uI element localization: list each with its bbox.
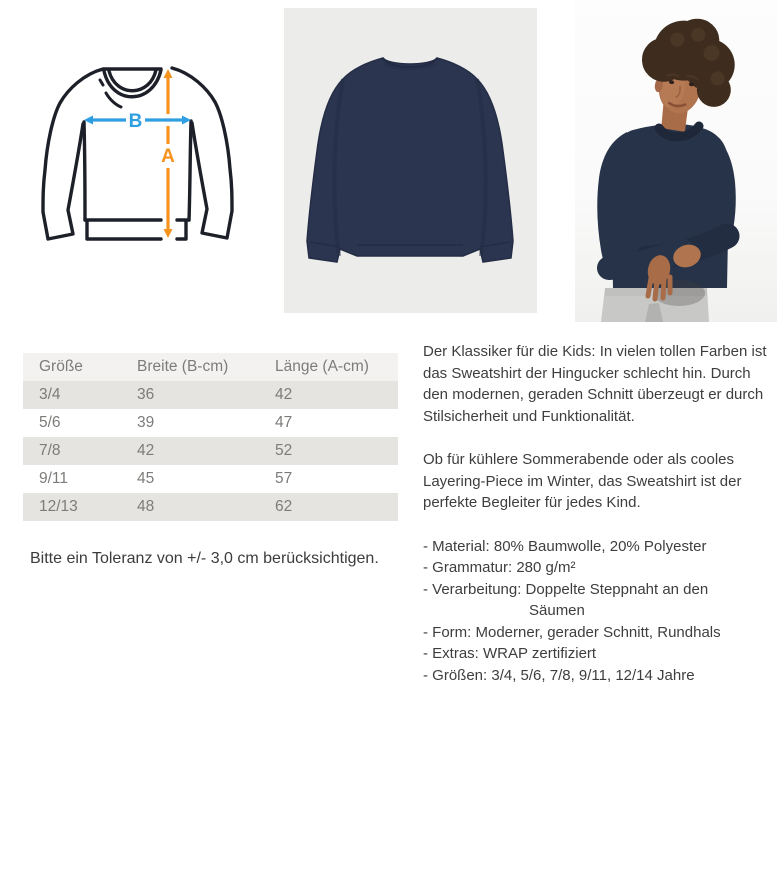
width-cell: 42 bbox=[137, 442, 155, 459]
feature-grammage: - Grammatur: 280 g/m² bbox=[423, 559, 576, 576]
sweatshirt-outline-drawing bbox=[40, 58, 235, 248]
length-cell: 47 bbox=[275, 414, 293, 431]
column-header-width: Breite (B-cm) bbox=[137, 358, 229, 375]
table-row bbox=[23, 381, 398, 409]
table-row bbox=[23, 409, 398, 437]
table-row bbox=[23, 493, 398, 521]
feature-fit: - Form: Moderner, gerader Schnitt, Rundhals bbox=[423, 623, 721, 641]
product-photo-model[interactable] bbox=[575, 0, 777, 322]
size-table-header-row bbox=[23, 353, 398, 381]
width-cell: 48 bbox=[137, 498, 155, 515]
product-photo-flat[interactable] bbox=[284, 8, 537, 313]
table-row bbox=[23, 437, 398, 465]
width-cell: 36 bbox=[137, 386, 155, 403]
width-cell: 39 bbox=[137, 414, 155, 431]
feature-extras: - Extras: WRAP zertifiziert bbox=[423, 645, 597, 662]
width-arrow-label: B bbox=[128, 111, 143, 132]
width-arrow bbox=[84, 111, 191, 132]
size-cell: 7/8 bbox=[39, 442, 61, 459]
height-arrow-label: A bbox=[161, 146, 175, 167]
description-paragraph-2: Ob für kühlere Sommerabende oder als cooles Layering-Piece im Winter, das Sweatshirt ist der perfekte Begleiter für jedes Kind. bbox=[423, 451, 742, 511]
width-cell: 45 bbox=[137, 470, 155, 487]
feature-workmanship: - Verarbeitung: Doppelte Steppnaht an den bbox=[423, 580, 709, 598]
feature-workmanship-wrap: Säumen bbox=[529, 602, 585, 619]
model-wearing-sweatshirt-image bbox=[575, 0, 777, 322]
size-cell: 9/11 bbox=[39, 470, 69, 487]
length-cell: 42 bbox=[275, 386, 293, 403]
column-header-length: Länge (A-cm) bbox=[275, 358, 369, 375]
size-cell: 5/6 bbox=[39, 414, 61, 431]
length-cell: 52 bbox=[275, 442, 293, 459]
size-table bbox=[23, 353, 398, 521]
table-row bbox=[23, 465, 398, 493]
tolerance-note: Bitte ein Toleranz von +/- 3,0 cm berücksichtigen. bbox=[30, 550, 379, 567]
feature-material: - Material: 80% Baumwolle, 20% Polyester bbox=[423, 537, 707, 555]
size-measurement-diagram bbox=[40, 58, 235, 248]
flat-sweatshirt-image bbox=[284, 8, 537, 313]
size-cell: 3/4 bbox=[39, 386, 61, 403]
feature-list bbox=[423, 536, 770, 687]
product-description bbox=[423, 341, 770, 686]
length-cell: 62 bbox=[275, 498, 293, 515]
size-cell: 12/13 bbox=[39, 498, 78, 515]
height-arrow bbox=[161, 69, 175, 238]
column-header-size: Größe bbox=[39, 358, 83, 375]
length-cell: 57 bbox=[275, 470, 293, 487]
description-paragraph-1: Der Klassiker für die Kids: In vielen tollen Farben ist das Sweatshirt der Hingucker schlecht hin. Durch den modernen, geraden Schnitt überzeugt er durch Stilsicherheit und Funktionalität. bbox=[423, 343, 767, 425]
feature-sizes: - Größen: 3/4, 5/6, 7/8, 9/11, 12/14 Jahre bbox=[423, 666, 695, 684]
